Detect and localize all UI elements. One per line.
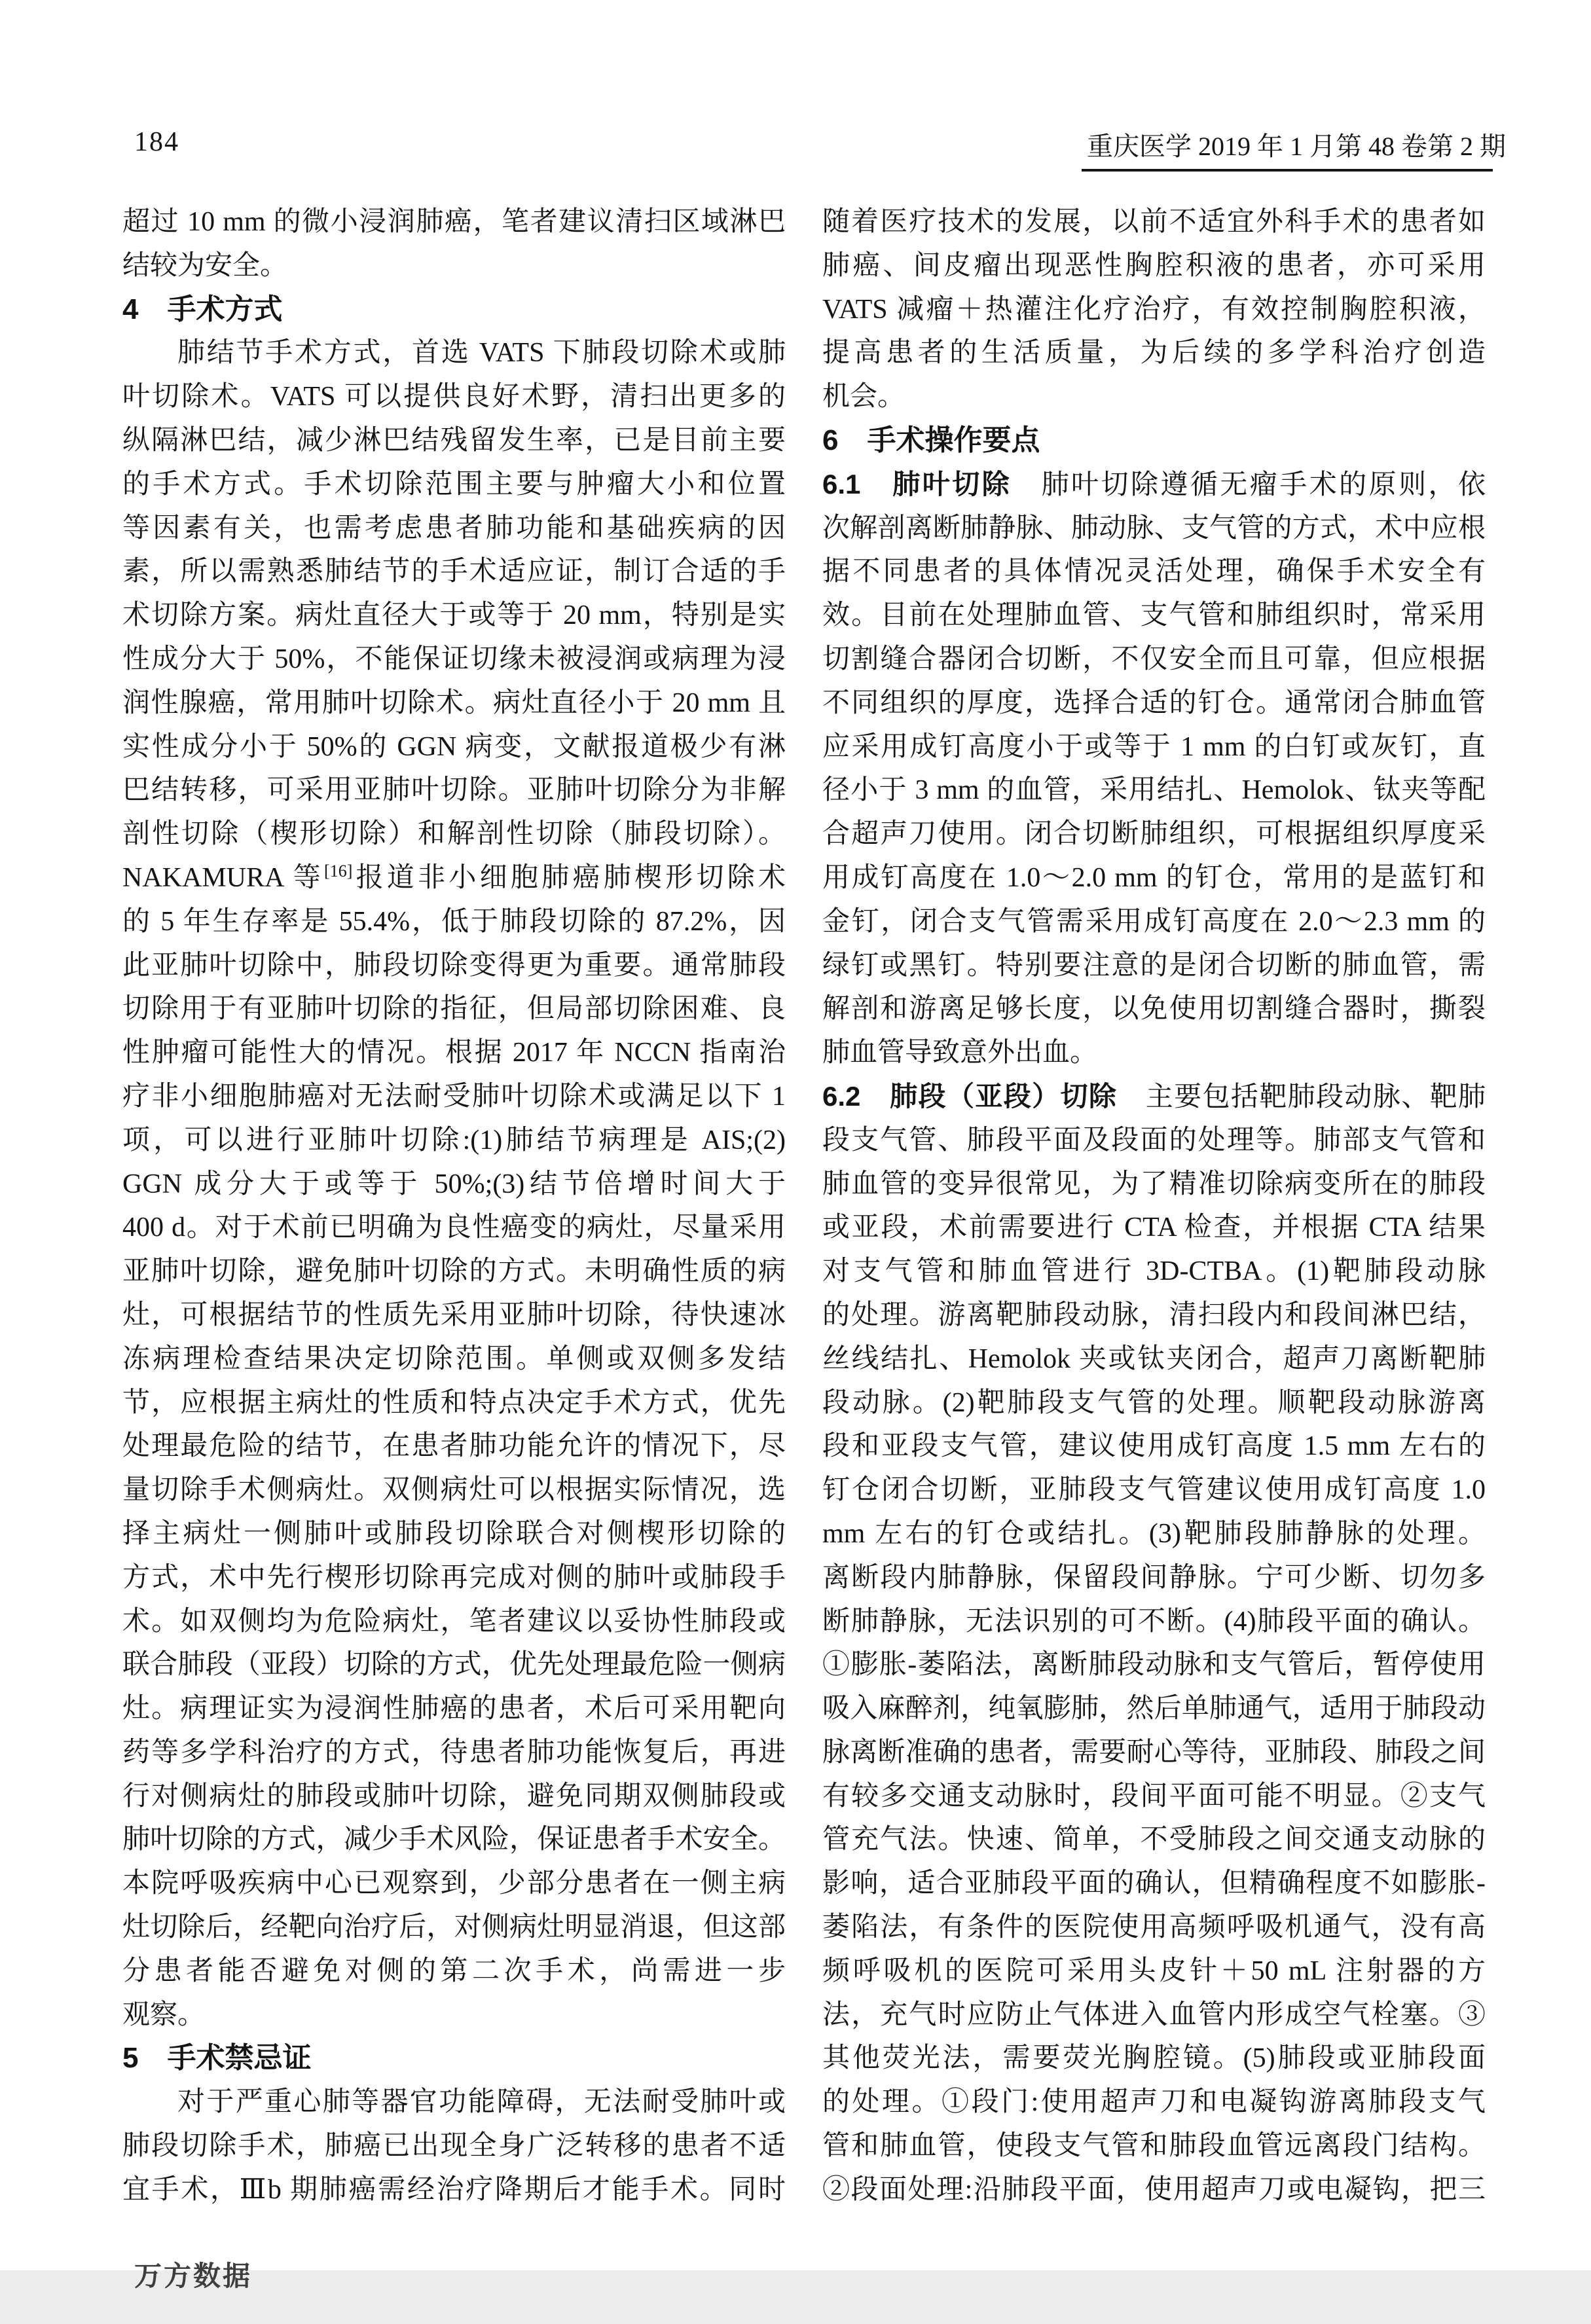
text-line: 纵隔淋巴结，减少淋巴结残留发生率，已是目前主要: [122, 425, 786, 456]
text-line: 联合肺段（亚段）切除的方式，优先处理最危险一侧病: [122, 1650, 786, 1680]
text-line: 疗非小细胞肺癌对无法耐受肺叶切除术或满足以下 1: [122, 1081, 786, 1112]
text-line: 据不同患者的具体情况灵活处理，确保手术安全有: [822, 556, 1486, 587]
text-line: 切割缝合器闭合切断，不仅安全而且可靠，但应根据: [822, 644, 1486, 674]
text-line: [122, 856, 786, 900]
text-line: 肺血管的变异很常见，为了精准切除病变所在的肺段: [822, 1169, 1486, 1199]
wanfang-watermark: 万方数据: [134, 2260, 253, 2291]
text-line: 管和肺血管，使段支气管和肺段血管远离段门结构。: [822, 2131, 1486, 2162]
text-line: 肺结节手术方式，首选 VATS 下肺段切除术或肺: [177, 338, 786, 369]
text-line: 绿钉或黑钉。特别要注意的是闭合切断的肺血管，需: [822, 950, 1486, 981]
text-line: 等因素有关，也需考虑患者肺功能和基础疾病的因: [122, 513, 786, 543]
text-line: 亚肺叶切除，避免肺叶切除的方式。未明确性质的病: [122, 1256, 786, 1287]
text-segment: NAKAMURA 等: [122, 862, 325, 893]
text-line: 效。目前在处理肺血管、支气管和肺组织时，常采用: [822, 600, 1486, 631]
inline-subheading: 6.1 肺叶切除: [822, 468, 1012, 499]
text-line: 萎陷法，有条件的医院使用高频呼吸机通气，没有高: [822, 1912, 1486, 1943]
text-line: 实性成分小于 50%的 GGN 病变，文献报道极少有淋: [122, 731, 786, 762]
text-line: 断肺静脉，无法识别的可不断。(4)肺段平面的确认。: [822, 1606, 1486, 1637]
page-number: 184: [134, 127, 179, 157]
text-line: 灶，可根据结节的性质先采用亚肺叶切除，待快速冰: [122, 1299, 786, 1330]
text-line: ①膨胀-萎陷法，离断肺段动脉和支气管后，暂停使用: [822, 1650, 1486, 1680]
text-line: 肺癌、间皮瘤出现恶性胸腔积液的患者，亦可采用: [822, 250, 1486, 281]
text-line: 钉仓闭合切断，亚肺段支气管建议使用成钉高度 1.0: [822, 1475, 1486, 1506]
text-line: 性肿瘤可能性大的情况。根据 2017 年 NCCN 指南治: [122, 1038, 786, 1068]
text-line: 肺叶切除的方式，减少手术风险，保证患者手术安全。: [122, 1825, 786, 1855]
text-line: 量切除手术侧病灶。双侧病灶可以根据实际情况，选: [122, 1475, 786, 1506]
text-line: 巴结转移，可采用亚肺叶切除。亚肺叶切除分为非解: [122, 775, 786, 806]
text-segment: 肺叶切除遵循无瘤手术的原则，依: [1012, 469, 1486, 500]
text-line: 灶。病理证实为浸润性肺癌的患者，术后可采用靶向: [122, 1694, 786, 1724]
text-line: 灶切除后，经靶向治疗后，对侧病灶明显消退，但这部: [122, 1912, 786, 1943]
section-heading: 6 手术操作要点: [822, 424, 1040, 456]
text-line: 结较为安全。: [122, 250, 288, 281]
text-line: 剖性切除（楔形切除）和解剖性切除（肺段切除）。: [122, 819, 786, 850]
text-line: 行对侧病灶的肺段或肺叶切除，避免同期双侧肺段或: [122, 1781, 786, 1811]
text-line: 此亚肺叶切除中，肺段切除变得更为重要。通常肺段: [122, 950, 786, 981]
text-line: 观察。: [122, 1999, 206, 2030]
text-line: 影响，适合亚肺段平面的确认，但精确程度不如膨胀-: [822, 1868, 1486, 1899]
text-line: 切除用于有亚肺叶切除的指征，但局部切除困难、良: [122, 994, 786, 1025]
text-line: 宜手术，Ⅲb 期肺癌需经治疗降期后才能手术。同时: [122, 2174, 786, 2205]
text-line: 应采用成钉高度小于或等于 1 mm 的白钉或灰钉，直: [822, 731, 1486, 762]
text-line: 随着医疗技术的发展，以前不适宜外科手术的患者如: [822, 207, 1486, 237]
text-line: 择主病灶一侧肺叶或肺段切除联合对侧楔形切除的: [122, 1518, 786, 1549]
text-line: 段和亚段支气管，建议使用成钉高度 1.5 mm 左右的: [822, 1431, 1486, 1462]
right-column: [822, 200, 1486, 2212]
left-column: [122, 200, 786, 2212]
section-heading: 4 手术方式: [122, 293, 283, 325]
text-line: 本院呼吸疾病中心已观察到，少部分患者在一侧主病: [122, 1868, 786, 1899]
text-line: 管充气法。快速、简单，不受肺段之间交通支动脉的: [822, 1825, 1486, 1855]
text-line: 项，可以进行亚肺叶切除:(1)肺结节病理是 AIS;(2): [122, 1125, 786, 1155]
text-line: mm 左右的钉仓或结扎。(3)靶肺段肺静脉的处理。: [822, 1518, 1486, 1549]
text-line: 叶切除术。VATS 可以提供良好术野，清扫出更多的: [122, 382, 786, 412]
text-line: 机会。: [822, 382, 905, 412]
text-line: [822, 463, 1486, 507]
text-line: 有较多交通支动脉时，段间平面可能不明显。②支气: [822, 1781, 1486, 1811]
text-line: 离断段内肺静脉，保留段间静脉。宁可少断、切勿多: [822, 1562, 1486, 1593]
citation-superscript: [16]: [324, 861, 353, 881]
text-line: 提高患者的生活质量，为后续的多学科治疗创造: [822, 338, 1486, 369]
text-line: 超过 10 mm 的微小浸润肺癌，笔者建议清扫区域淋巴: [122, 207, 786, 237]
text-segment: 报道非小细胞肺癌肺楔形切除术: [352, 862, 786, 893]
inline-subheading: 6.2 肺段（亚段）切除: [822, 1080, 1118, 1112]
text-line: 或亚段，术前需要进行 CTA 检查，并根据 CTA 结果: [822, 1212, 1486, 1243]
text-line: 处理最危险的结节，在患者肺功能允许的情况下，尽: [122, 1431, 786, 1462]
text-line: VATS 减瘤＋热灌注化疗治疗，有效控制胸腔积液，: [822, 294, 1486, 325]
text-line: GGN 成分大于或等于 50%;(3)结节倍增时间大于: [122, 1169, 786, 1199]
text-line: 径小于 3 mm 的血管，采用结扎、Hemolok、钛夹等配: [822, 775, 1486, 806]
text-line: 术切除方案。病灶直径大于或等于 20 mm，特别是实: [122, 600, 786, 631]
text-line: 的 5 年生存率是 55.4%，低于肺段切除的 87.2%，因: [122, 906, 786, 937]
text-line: 解剖和游离足够长度，以免使用切割缝合器时，撕裂: [822, 994, 1486, 1025]
text-segment: 主要包括靶肺段动脉、靶肺: [1117, 1081, 1486, 1112]
text-line: 素，所以需熟悉肺结节的手术适应证，制订合适的手: [122, 556, 786, 587]
text-line: 金钉，闭合支气管需采用成钉高度在 2.0～2.3 mm 的: [822, 906, 1486, 937]
text-line: 不同组织的厚度，选择合适的钉仓。通常闭合肺血管: [822, 687, 1486, 718]
text-line: 用成钉高度在 1.0～2.0 mm 的钉仓，常用的是蓝钉和: [822, 862, 1486, 893]
text-line: 其他荧光法，需要荧光胸腔镜。(5)肺段或亚肺段面: [822, 2043, 1486, 2074]
text-line: 的处理。①段门:使用超声刀和电凝钩游离肺段支气: [822, 2087, 1486, 2118]
text-line: 次解剖离断肺静脉、肺动脉、支气管的方式，术中应根: [822, 513, 1486, 543]
text-line: 术。如双侧均为危险病灶，笔者建议以妥协性肺段或: [122, 1606, 786, 1637]
text-line: 分患者能否避免对侧的第二次手术，尚需进一步: [122, 1955, 786, 1986]
text-line: 润性腺癌，常用肺叶切除术。病灶直径小于 20 mm 且: [122, 687, 786, 718]
text-line: 脉离断准确的患者，需要耐心等待，亚肺段、肺段之间: [822, 1737, 1486, 1768]
text-line: 方式，术中先行楔形切除再完成对侧的肺叶或肺段手: [122, 1562, 786, 1593]
header-rule: [1082, 169, 1493, 172]
text-line: 段支气管、肺段平面及段面的处理等。肺部支气管和: [822, 1125, 1486, 1155]
text-line: 节，应根据主病灶的性质和特点决定手术方式，优先: [122, 1387, 786, 1418]
text-line: 吸入麻醉剂，纯氧膨肺，然后单肺通气，适用于肺段动: [822, 1694, 1486, 1724]
text-line: 频呼吸机的医院可采用头皮针＋50 mL 注射器的方: [822, 1955, 1486, 1986]
text-line: 合超声刀使用。闭合切断肺组织，可根据组织厚度采: [822, 819, 1486, 850]
text-line: 法，充气时应防止气体进入血管内形成空气栓塞。③: [822, 1999, 1486, 2030]
text-line: 肺段切除手术，肺癌已出现全身广泛转移的患者不适: [122, 2131, 786, 2162]
text-line: 肺血管导致意外出血。: [822, 1038, 1098, 1068]
section-heading: 5 手术禁忌证: [122, 2042, 312, 2075]
text-line: 性成分大于 50%，不能保证切缘未被浸润或病理为浸: [122, 644, 786, 674]
text-line: 对支气管和肺血管进行 3D-CTBA。(1)靶肺段动脉: [822, 1256, 1486, 1287]
text-line: 冻病理检查结果决定切除范围。单侧或双侧多发结: [122, 1343, 786, 1374]
text-line: [822, 1075, 1486, 1119]
text-line: 的手术方式。手术切除范围主要与肿瘤大小和位置: [122, 469, 786, 499]
text-line: 400 d。对于术前已明确为良性癌变的病灶，尽量采用: [122, 1212, 786, 1243]
text-line: 药等多学科治疗的方式，待患者肺功能恢复后，再进: [122, 1737, 786, 1768]
text-line: 对于严重心肺等器官功能障碍，无法耐受肺叶或: [177, 2087, 786, 2118]
journal-header: 重庆医学 2019 年 1 月第 48 卷第 2 期: [1087, 132, 1506, 161]
text-line: 丝线结扎、Hemolok 夹或钛夹闭合，超声刀离断靶肺: [822, 1343, 1486, 1374]
text-line: ②段面处理:沿肺段平面，使用超声刀或电凝钩，把三: [822, 2174, 1486, 2205]
text-line: 段动脉。(2)靶肺段支气管的处理。顺靶段动脉游离: [822, 1387, 1486, 1418]
text-line: 的处理。游离靶肺段动脉，清扫段内和段间淋巴结，: [822, 1299, 1486, 1330]
